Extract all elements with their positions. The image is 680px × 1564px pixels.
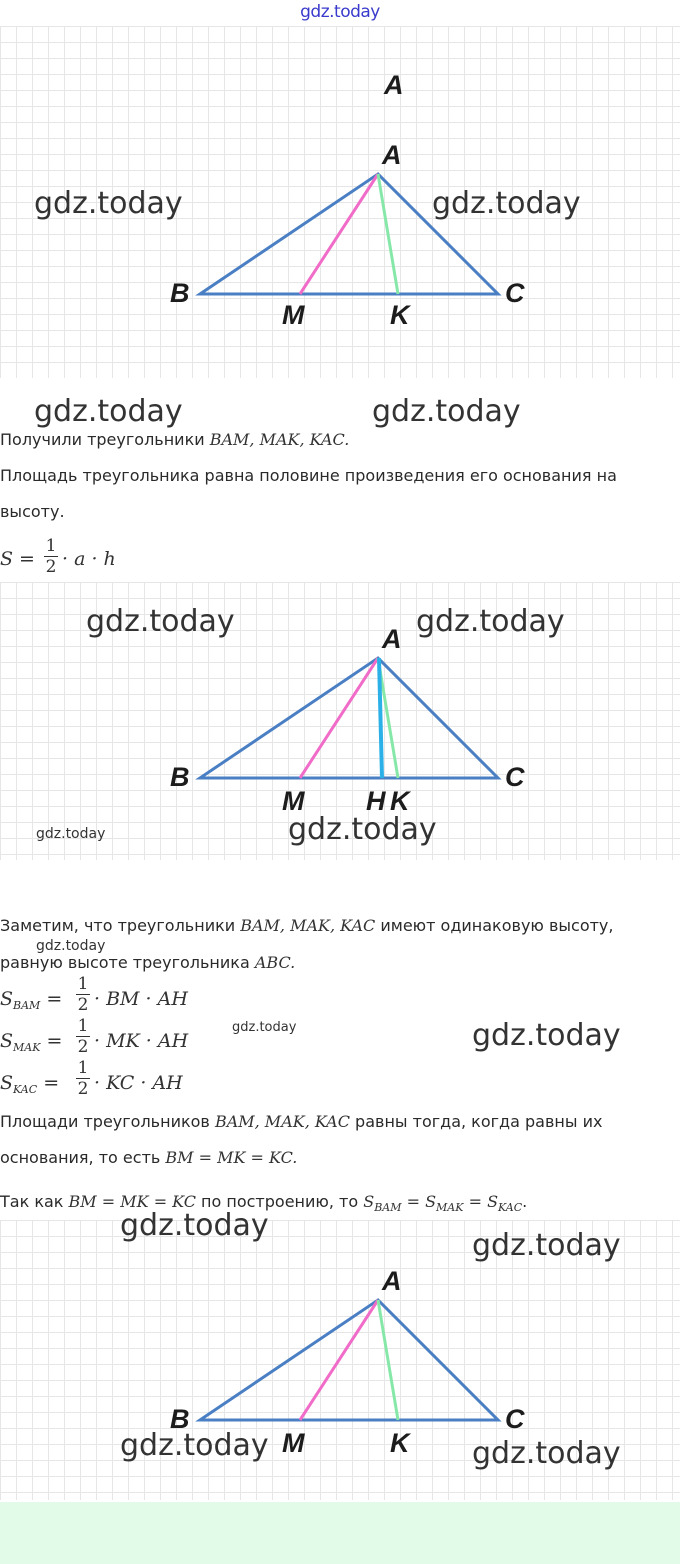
label-k: K bbox=[390, 786, 410, 816]
watermark: gdz.today bbox=[472, 1018, 621, 1053]
watermark: gdz.today bbox=[36, 938, 106, 954]
watermark: gdz.today bbox=[86, 604, 235, 639]
site-watermark: gdz.today bbox=[300, 2, 380, 22]
label-b: B bbox=[170, 278, 190, 308]
watermark: gdz.today bbox=[34, 394, 183, 429]
area-bam-lhs: $S_{BAM}$ = bbox=[0, 988, 63, 1012]
label-a: A bbox=[382, 140, 402, 170]
watermark: gdz.today bbox=[232, 1020, 297, 1035]
watermark: gdz.today bbox=[472, 1436, 621, 1471]
answer-box bbox=[0, 1502, 680, 1564]
label-k: K bbox=[390, 300, 410, 330]
watermark: gdz.today bbox=[288, 812, 437, 847]
label-m: M bbox=[282, 786, 305, 816]
label-a: A bbox=[382, 624, 402, 654]
label-m: M bbox=[282, 1428, 305, 1458]
watermark: gdz.today bbox=[120, 1208, 269, 1243]
formula-s-lhs: S = bbox=[0, 548, 35, 570]
text-same-height-line1: Заметим, что треугольники BAM, MAK, KAC имеют одинаковую высоту, bbox=[0, 916, 614, 935]
label-c: C bbox=[505, 278, 525, 308]
area-mak-lhs: $S_{MAK}$ = bbox=[0, 1030, 63, 1054]
text-equal-areas-line1: Площади треугольников BAM, MAK, KAC равны тогда, когда равны их bbox=[0, 1112, 603, 1131]
label-b: B bbox=[170, 762, 190, 792]
figure-2-panel bbox=[0, 582, 680, 860]
median-am bbox=[300, 174, 378, 294]
label-h: H bbox=[366, 786, 386, 816]
text-same-height-line2: равную высоте треугольника ABC. bbox=[0, 953, 296, 972]
label-c: C bbox=[505, 1404, 525, 1434]
median-am bbox=[300, 658, 378, 778]
text-triangles-obtained: Получили треугольники BAM, MAK, KAC. bbox=[0, 430, 350, 449]
label-m: M bbox=[282, 300, 305, 330]
watermark: gdz.today bbox=[416, 604, 565, 639]
area-bam-rhs: · BM · AH bbox=[94, 988, 188, 1010]
figure-1-panel bbox=[0, 26, 680, 378]
area-bam-fraction: 1 2 bbox=[77, 974, 89, 1015]
area-kac-fraction: 1 2 bbox=[77, 1058, 89, 1099]
label-b: B bbox=[170, 1404, 190, 1434]
triangle-abc bbox=[200, 658, 498, 778]
figure-3-panel bbox=[0, 1208, 680, 1500]
area-kac-rhs: · KC · AH bbox=[94, 1072, 183, 1094]
watermark: gdz.today bbox=[36, 826, 106, 842]
area-mak-rhs: · MK · AH bbox=[94, 1030, 189, 1052]
label-a: A bbox=[382, 1266, 402, 1296]
median-am bbox=[300, 1300, 378, 1420]
formula-s-fraction: 1 2 bbox=[45, 536, 57, 577]
watermark: gdz.today bbox=[372, 394, 521, 429]
label-a-top: A bbox=[384, 70, 404, 100]
triangle-abc bbox=[200, 1300, 498, 1420]
area-kac-lhs: $S_{KAC}$ = bbox=[0, 1072, 60, 1096]
watermark: gdz.today bbox=[120, 1428, 269, 1463]
text-conclusion: Так как BM = MK = KC по построению, то $S_{BAM} = S_{MAK} = S_{KAC}$. bbox=[0, 1192, 528, 1214]
watermark: gdz.today bbox=[34, 186, 183, 221]
formula-s-rhs: · a · h bbox=[62, 548, 116, 570]
watermark: gdz.today bbox=[472, 1228, 621, 1263]
text-area-rule-line2: высоту. bbox=[0, 502, 65, 521]
label-k: K bbox=[390, 1428, 410, 1458]
text-equal-areas-line2: основания, то есть BM = MK = KC. bbox=[0, 1148, 298, 1167]
area-mak-fraction: 1 2 bbox=[77, 1016, 89, 1057]
label-c: C bbox=[505, 762, 525, 792]
watermark: gdz.today bbox=[432, 186, 581, 221]
text-area-rule-line1: Площадь треугольника равна половине произведения его основания на bbox=[0, 466, 617, 485]
